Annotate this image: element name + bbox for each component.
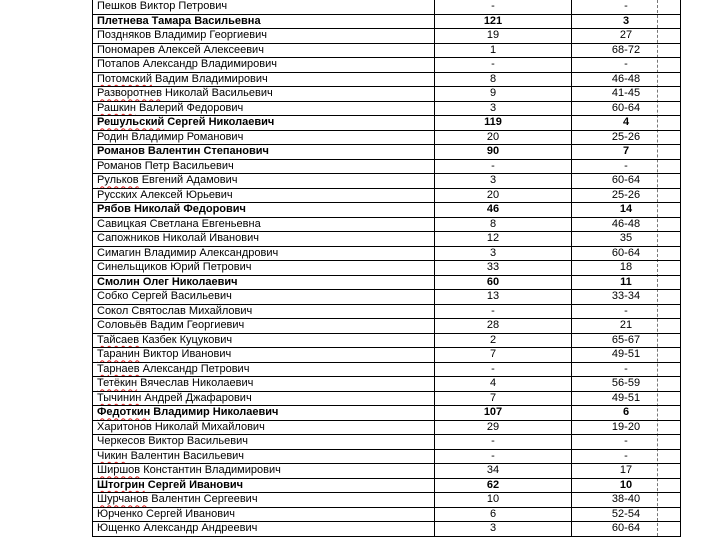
table-row <box>93 478 681 493</box>
row-name-cell: Тарнаев Александр Петрович <box>93 362 435 377</box>
row-name-cell: Савицкая Светлана Евгеньевна <box>93 217 435 232</box>
table-row <box>93 275 681 290</box>
spellcheck-underline: Федоткин <box>97 406 151 419</box>
row-value2-cell: 35 <box>572 232 681 247</box>
table-row <box>93 261 681 276</box>
table-row <box>93 319 681 334</box>
row-name-cell: Потапов Александр Владимирович <box>93 58 435 73</box>
row-value2-cell: 68-72 <box>572 43 681 58</box>
row-name-cell: Сокол Святослав Михайлович <box>93 304 435 319</box>
row-name-cell: Поздняков Владимир Георгиевич <box>93 29 435 44</box>
spellcheck-underline: Таранин <box>97 348 140 361</box>
row-name-cell: Чикин Валентин Васильевич <box>93 449 435 464</box>
row-value2-cell: - <box>572 304 681 319</box>
row-value2-cell: 52-54 <box>572 507 681 522</box>
table-row <box>93 406 681 421</box>
row-value1-cell: 3 <box>435 174 572 189</box>
row-value1-cell: 62 <box>435 478 572 493</box>
row-value1-cell: 29 <box>435 420 572 435</box>
row-value2-cell: - <box>572 449 681 464</box>
table-row <box>93 130 681 145</box>
table-row <box>93 101 681 116</box>
table-row <box>93 449 681 464</box>
row-value1-cell: 121 <box>435 14 572 29</box>
row-value2-cell: 27 <box>572 29 681 44</box>
row-value1-cell: 7 <box>435 391 572 406</box>
row-value1-cell: - <box>435 58 572 73</box>
table-row <box>93 348 681 363</box>
row-name-cell: Пономарев Алексей Алексеевич <box>93 43 435 58</box>
table-row <box>93 420 681 435</box>
row-value1-cell: 3 <box>435 522 572 537</box>
row-name-cell: Потомский Вадим Владимирович <box>93 72 435 87</box>
row-value1-cell: 20 <box>435 130 572 145</box>
row-value1-cell: 19 <box>435 29 572 44</box>
row-value1-cell: 4 <box>435 377 572 392</box>
row-value1-cell: 3 <box>435 101 572 116</box>
spellcheck-underline: Разворотнев <box>97 87 162 100</box>
row-value2-cell: 21 <box>572 319 681 334</box>
table-row <box>93 188 681 203</box>
spellcheck-underline: Тайсаев <box>97 333 140 346</box>
row-value1-cell: - <box>435 0 572 14</box>
spellcheck-underline: Чикин <box>97 449 128 462</box>
row-value1-cell: 7 <box>435 348 572 363</box>
row-value2-cell: 14 <box>572 203 681 218</box>
row-value2-cell: 41-45 <box>572 87 681 102</box>
row-value1-cell: 60 <box>435 275 572 290</box>
row-value2-cell: 11 <box>572 275 681 290</box>
row-name-cell: Федоткин Владимир Николаевич <box>93 406 435 421</box>
row-name-cell: Разворотнев Николай Васильевич <box>93 87 435 102</box>
table-row <box>93 304 681 319</box>
row-name-cell: Таранин Виктор Иванович <box>93 348 435 363</box>
row-name-cell: Черкесов Виктор Васильевич <box>93 435 435 450</box>
table-row <box>93 72 681 87</box>
row-name-cell: Русских Алексей Юрьевич <box>93 188 435 203</box>
row-value2-cell: 4 <box>572 116 681 131</box>
row-value1-cell: - <box>435 159 572 174</box>
table-row <box>93 377 681 392</box>
spellcheck-underline: Рульков <box>97 174 139 187</box>
row-value1-cell: 90 <box>435 145 572 160</box>
results-table <box>92 0 681 537</box>
row-value1-cell: 33 <box>435 261 572 276</box>
row-value2-cell: 33-34 <box>572 290 681 305</box>
row-value1-cell: - <box>435 449 572 464</box>
row-name-cell: Харитонов Николай Михайлович <box>93 420 435 435</box>
row-value2-cell: 65-67 <box>572 333 681 348</box>
table-row <box>93 507 681 522</box>
row-value1-cell: 28 <box>435 319 572 334</box>
table-row <box>93 87 681 102</box>
spellcheck-underline: Штогрин <box>97 478 145 491</box>
row-value1-cell: 3 <box>435 246 572 261</box>
row-name-cell: Романов Валентин Степанович <box>93 145 435 160</box>
table-row <box>93 145 681 160</box>
row-value2-cell: 19-20 <box>572 420 681 435</box>
row-value1-cell: 8 <box>435 217 572 232</box>
row-name-cell: Шурчанов Валентин Сергеевич <box>93 493 435 508</box>
table-row <box>93 493 681 508</box>
row-name-cell: Штогрин Сергей Иванович <box>93 478 435 493</box>
table-row <box>93 246 681 261</box>
row-value2-cell: 6 <box>572 406 681 421</box>
row-value2-cell: - <box>572 58 681 73</box>
row-name-cell: Тычинин Андрей Джафарович <box>93 391 435 406</box>
table-row <box>93 232 681 247</box>
row-value2-cell: 49-51 <box>572 348 681 363</box>
row-value2-cell: - <box>572 159 681 174</box>
row-value1-cell: 2 <box>435 333 572 348</box>
row-value1-cell: 107 <box>435 406 572 421</box>
spellcheck-underline: Шурчанов <box>97 493 149 506</box>
row-name-cell: Плетнева Тамара Васильевна <box>93 14 435 29</box>
row-value1-cell: 34 <box>435 464 572 479</box>
row-value2-cell: 25-26 <box>572 188 681 203</box>
table-row <box>93 203 681 218</box>
table-row <box>93 362 681 377</box>
row-value1-cell: 8 <box>435 72 572 87</box>
row-value2-cell: 60-64 <box>572 522 681 537</box>
table-row <box>93 159 681 174</box>
table-row <box>93 522 681 537</box>
table-row <box>93 43 681 58</box>
row-name-cell: Симагин Владимир Александрович <box>93 246 435 261</box>
row-name-cell: Смолин Олег Николаевич <box>93 275 435 290</box>
row-value2-cell: 7 <box>572 145 681 160</box>
row-value1-cell: 6 <box>435 507 572 522</box>
row-name-cell: Синельщиков Юрий Петрович <box>93 261 435 276</box>
row-value2-cell: 60-64 <box>572 101 681 116</box>
row-value1-cell: 12 <box>435 232 572 247</box>
table-row <box>93 29 681 44</box>
table-row <box>93 174 681 189</box>
row-value2-cell: 18 <box>572 261 681 276</box>
spellcheck-underline: Тарнаев <box>97 362 140 375</box>
row-value2-cell: 38-40 <box>572 493 681 508</box>
row-value2-cell: 60-64 <box>572 174 681 189</box>
table-row <box>93 14 681 29</box>
row-name-cell: Ширшов Константин Владимирович <box>93 464 435 479</box>
table-row <box>93 116 681 131</box>
table-row <box>93 217 681 232</box>
spellcheck-underline: Тычинин <box>97 391 142 404</box>
table-row <box>93 464 681 479</box>
row-value2-cell: 10 <box>572 478 681 493</box>
row-value1-cell: - <box>435 362 572 377</box>
row-value1-cell: - <box>435 435 572 450</box>
spellcheck-underline: Ширшов <box>97 464 141 477</box>
row-name-cell: Родин Владимир Романович <box>93 130 435 145</box>
row-name-cell: Тайсаев Казбек Куцукович <box>93 333 435 348</box>
row-value2-cell: 25-26 <box>572 130 681 145</box>
row-name-cell: Решульский Сергей Николаевич <box>93 116 435 131</box>
row-value1-cell: 13 <box>435 290 572 305</box>
row-name-cell: Рульков Евгений Адамович <box>93 174 435 189</box>
table-row <box>93 435 681 450</box>
row-name-cell: Собко Сергей Васильевич <box>93 290 435 305</box>
row-name-cell: Тетёкин Вячеслав Николаевич <box>93 377 435 392</box>
row-value1-cell: 46 <box>435 203 572 218</box>
row-value1-cell: 9 <box>435 87 572 102</box>
row-name-cell: Сапожников Николай Иванович <box>93 232 435 247</box>
row-value1-cell: 1 <box>435 43 572 58</box>
row-value2-cell: 56-59 <box>572 377 681 392</box>
row-value2-cell: - <box>572 362 681 377</box>
row-name-cell: Соловьёв Вадим Георгиевич <box>93 319 435 334</box>
row-value2-cell: 3 <box>572 14 681 29</box>
row-value1-cell: 20 <box>435 188 572 203</box>
table-row <box>93 290 681 305</box>
spellcheck-underline: Решульский <box>97 116 165 129</box>
results-table-body <box>93 0 681 536</box>
row-value2-cell: - <box>572 435 681 450</box>
row-name-cell: Романов Петр Васильевич <box>93 159 435 174</box>
row-value2-cell: 60-64 <box>572 246 681 261</box>
table-row <box>93 0 681 14</box>
row-value2-cell: 46-48 <box>572 217 681 232</box>
row-name-cell: Пешков Виктор Петрович <box>93 0 435 14</box>
row-value2-cell: - <box>572 0 681 14</box>
table-row <box>93 391 681 406</box>
table-row <box>93 333 681 348</box>
row-name-cell: Рашкин Валерий Федорович <box>93 101 435 116</box>
spellcheck-underline: Потомский <box>97 72 152 85</box>
row-value2-cell: 49-51 <box>572 391 681 406</box>
row-name-cell: Юрченко Сергей Иванович <box>93 507 435 522</box>
row-value1-cell: 10 <box>435 493 572 508</box>
row-value2-cell: 46-48 <box>572 72 681 87</box>
row-name-cell: Ющенко Александр Андреевич <box>93 522 435 537</box>
row-value2-cell: 17 <box>572 464 681 479</box>
row-value1-cell: 119 <box>435 116 572 131</box>
spellcheck-underline: Тетёкин <box>97 377 138 390</box>
table-row <box>93 58 681 73</box>
row-name-cell: Рябов Николай Федорович <box>93 203 435 218</box>
spellcheck-underline: Рашкин <box>97 101 136 114</box>
row-value1-cell: - <box>435 304 572 319</box>
